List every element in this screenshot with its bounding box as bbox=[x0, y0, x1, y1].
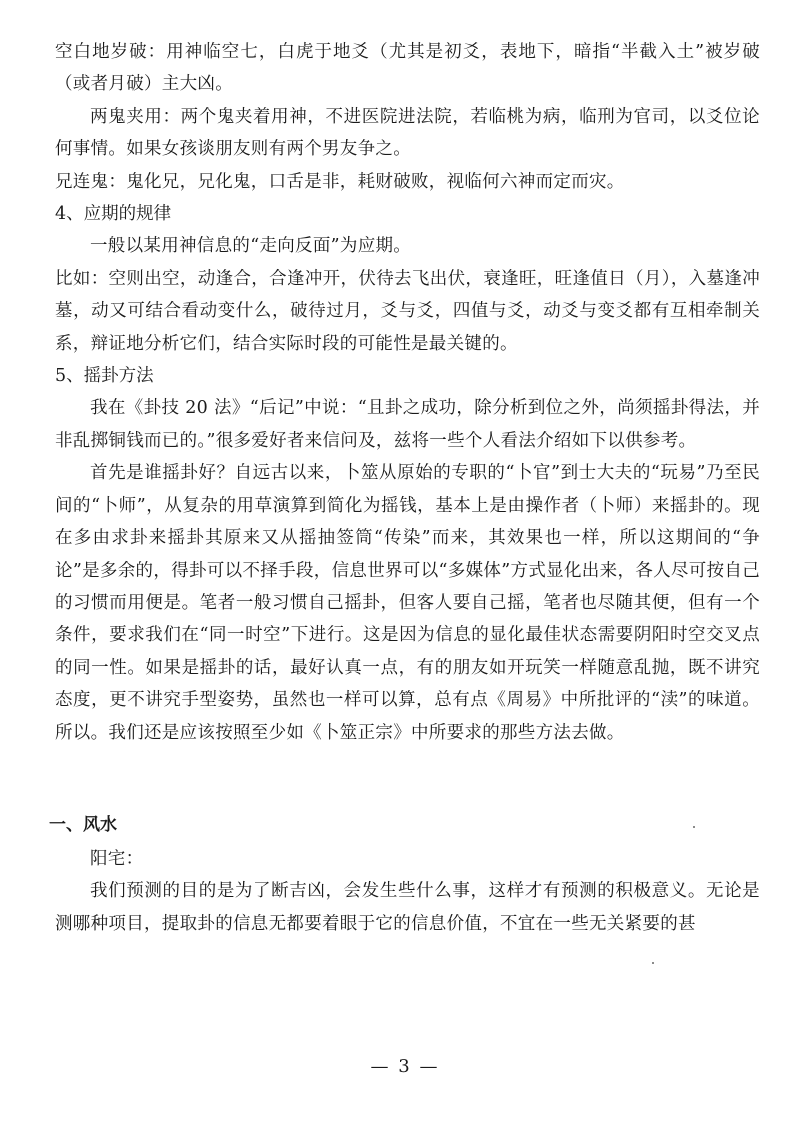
paragraph-yuce: 我们预测的目的是为了断吉凶，会发生些什么事，这样才有预测的积极意义。无论是测哪种项目，提取卦的信息无都要着眼于它的信息价值，不宜在一些无关紧要的甚 bbox=[55, 881, 760, 934]
heading-yingqi: 4、应期的规律 bbox=[55, 204, 172, 225]
paragraph-biru: 比如：空则出空，动逢合，合逢冲开，伏待去飞出伏，衰逢旺，旺逢值日（月），入墓逢冲墓，动又可结合看动变什么，破待过月，爻与爻，四值与爻，动爻与变爻都有互相牵制关系，辩证地分析它们，结合实际时段的可能性是最关键的。 bbox=[55, 268, 760, 354]
paragraph-kongbai: 空白地岁破：用神临空七，白虎于地爻（尤其是初爻，表地下，暗指“半截入土”被岁破（或者月破）主大凶。 bbox=[55, 42, 760, 95]
paragraph-liangguijiayong: 两鬼夹用：两个鬼夹着用神，不进医院进法院，若临桃为病，临刑为官司，以爻位论何事情。如果女孩谈朋友则有两个男友争之。 bbox=[55, 106, 760, 160]
scan-speck bbox=[652, 962, 654, 964]
section-subtitle-yangzhai: 阳宅： bbox=[90, 848, 144, 869]
paragraph-xionglianggui: 兄连鬼：鬼化兄，兄化鬼，口舌是非，耗财破败，视临何六神而定而灾。 bbox=[55, 171, 625, 192]
paragraph-shouxian: 首先是谁摇卦好？自远古以来，卜筮从原始的专职的“卜官”到士大夫的“玩易”乃至民间的“卜师”，从复杂的用草演算到简化为摇钱，基本上是由操作者（卜师）来摇卦的。现在多由求卦来摇卦其原来又从摇抽签筒“传染”而来，其效果也一样，所以这期间的“争论”是多余的，得卦可以不择手段，信息世界可以“多媒体”方式显化出来，各人尽可按自己的习惯而用便是。笔者一般习惯自己摇卦，但客人要自己摇，笔者也尽随其便，但有一个条件，要求我们在“同一时空”下进行。这是因为信息的显化最佳状态需要阴阳时空交叉点的同一性。如果是摇卦的话，最好认真一点，有的朋友如开玩笑一样随意乱抛，既不讲究态度，更不讲究手型姿势，虽然也一样可以算，总有点《周易》中所批评的“渎”的味道。所以。我们还是应该按照至少如《卜筮正宗》中所要求的那些方法去做。 bbox=[55, 463, 760, 743]
section-heading-fengshui: 一、风水 bbox=[49, 814, 117, 835]
scan-speck bbox=[693, 826, 695, 828]
paragraph-guaji: 我在《卦技 20 法》“后记”中说：“且卦之成功，除分析到位之外，尚须摇卦得法，并非乱掷铜钱而已的。”很多爱好者来信问及，兹将一些个人看法介绍如下以供参考。 bbox=[55, 398, 760, 451]
heading-yaogua: 5、摇卦方法 bbox=[55, 366, 154, 387]
paragraph-yingqi-intro: 一般以某用神信息的“走向反面”为应期。 bbox=[90, 236, 412, 257]
page-number: — 3 — bbox=[370, 1056, 440, 1077]
